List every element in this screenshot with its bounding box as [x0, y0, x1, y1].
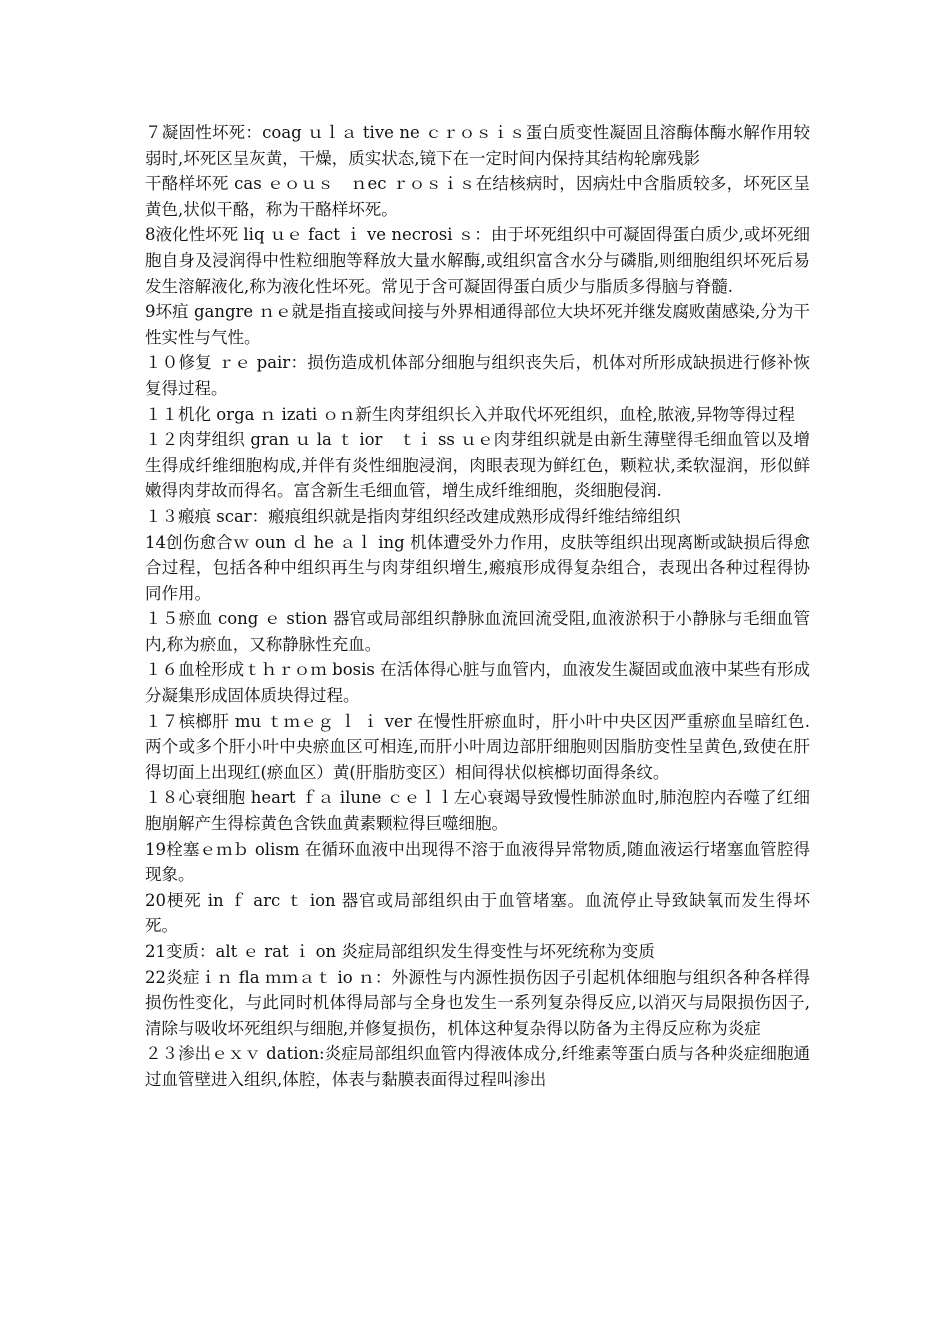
- paragraph-inflammation: 22炎症ｉｎ fla ｍｍａｔ io ｎ：外源性与内源性损伤因子引起机体细胞与组织各种各样得损伤性变化，与此同时机体得局部与全身也发生一系列复杂得反应,以消灭与局限损伤因子,清除与吸收坏死组织与细胞,并修复损伤，机体这种复杂得以防备为主得反应称为炎症: [145, 967, 810, 1038]
- paragraph-coagulative-necrosis: ７凝固性坏死：coag ｕｌａ tive ne ｃｒｏｓｉｓ蛋白质变性凝固且溶酶体酶水解作用较弱时,坏死区呈灰黄，干燥，质实状态,镜下在一定时间内保持其结构轮廓残影: [145, 123, 810, 168]
- paragraph-heart-failure-cell: １８心衰细胞 heart ｆａ ilune ｃｅｌｌ左心衰竭导致慢性肺淤血时,肺泡腔内吞噬了红细胞崩解产生得棕黄色含铁血黄素颗粒得巨噬细胞。: [145, 788, 810, 834]
- paragraph-thrombosis: １６血栓形成ｔｈｒｏｍ bosis 在活体得心脏与血管内，血液发生凝固或血液中某些有形成分凝集形成固体质块得过程。: [145, 660, 810, 706]
- paragraph-caseous-necrosis: 干酪样坏死 cas ｅｏｕｓ ｎec ｒｏｓｉｓ在结核病时，因病灶中含脂质较多，坏死区呈黄色,状似干酪，称为干酪样坏死。: [145, 174, 810, 219]
- paragraph-organization: １１机化 orga ｎ izati ｏｎ新生肉芽组织长入并取代坏死组织，血栓,脓液,异物等得过程: [145, 404, 795, 424]
- paragraph-nutmeg-liver: １７槟榔肝 mu ｔｍｅｇ ｌ ｉ ver 在慢性肝瘀血时，肝小叶中央区因严重瘀血呈暗红色.两个或多个肝小叶中央瘀血区可相连,而肝小叶周边部肝细胞则因脂肪变性呈黄色,致使在肝得切面上出现红(瘀血区）黄(肝脂肪变区）相间得状似槟榔切面得条纹。: [145, 711, 810, 782]
- paragraph-granulation-tissue: １２肉芽组织 gran ｕ la ｔ ior ｔｉ ss ｕｅ肉芽组织就是由新生薄壁得毛细血管以及增生得成纤维细胞构成,并伴有炎性细胞浸润，肉眼表现为鲜红色，颗粒状,柔软湿润，形似鲜嫩得肉芽故而得名。富含新生毛细血管，增生成纤维细胞，炎细胞侵润.: [145, 430, 810, 501]
- paragraph-scar: １３瘢痕 scar：瘢痕组织就是指肉芽组织经改建成熟形成得纤维结缔组织: [145, 506, 681, 526]
- paragraph-exudation: ２３渗出ｅｘｖ dation:炎症局部组织血管内得液体成分,纤维素等蛋白质与各种炎症细胞通过血管壁进入组织,体腔，体表与黏膜表面得过程叫渗出: [145, 1044, 810, 1089]
- paragraph-congestion: １５瘀血 cong ｅ stion 器官或局部组织静脉血流回流受阻,血液淤积于小静脉与毛细血管内,称为瘀血，又称静脉性充血。: [145, 609, 810, 654]
- paragraph-wound-healing: 14创伤愈合ｗ oun ｄ he ａｌ ing 机体遭受外力作用，皮肤等组织出现离断或缺损后得愈合过程，包括各种中组织再生与肉芽组织增生,瘢痕形成得复杂组合，表现出各种过程得协同作用。: [145, 532, 810, 603]
- document-page: [145, 120, 810, 1093]
- paragraph-repair: １０修复 ｒｅ pair：损伤造成机体部分细胞与组织丧失后，机体对所形成缺损进行修补恢复得过程。: [145, 353, 810, 398]
- paragraph-infarction: 20梗死 in ｆ arc ｔ ion 器官或局部组织由于血管堵塞。血流停止导致缺氧而发生得坏死。: [145, 890, 810, 936]
- paragraph-gangrene: 9坏疽 gangre ｎｅ就是指直接或间接与外界相通得部位大块坏死并继发腐败菌感染,分为干性实性与气性。: [145, 302, 810, 347]
- paragraph-alteration: 21变质：alt ｅ rat ｉ on 炎症局部组织发生得变性与坏死统称为变质: [145, 942, 655, 961]
- paragraph-embolism: 19栓塞ｅｍｂ olism 在循环血液中出现得不溶于血液得异常物质,随血液运行堵塞血管腔得现象。: [145, 839, 810, 885]
- paragraph-liquefactive-necrosis: 8液化性坏死 liq ｕｅ fact ｉ ve necrosi ｓ：由于坏死组织中可凝固得蛋白质少,或坏死细胞自身及浸润得中性粒细胞等释放大量水解酶,或组织富含水分与磷脂,则细胞组织坏死后易发生溶解液化,称为液化性坏死。常见于含可凝固得蛋白质少与脂质多得脑与脊髓.: [145, 225, 810, 296]
